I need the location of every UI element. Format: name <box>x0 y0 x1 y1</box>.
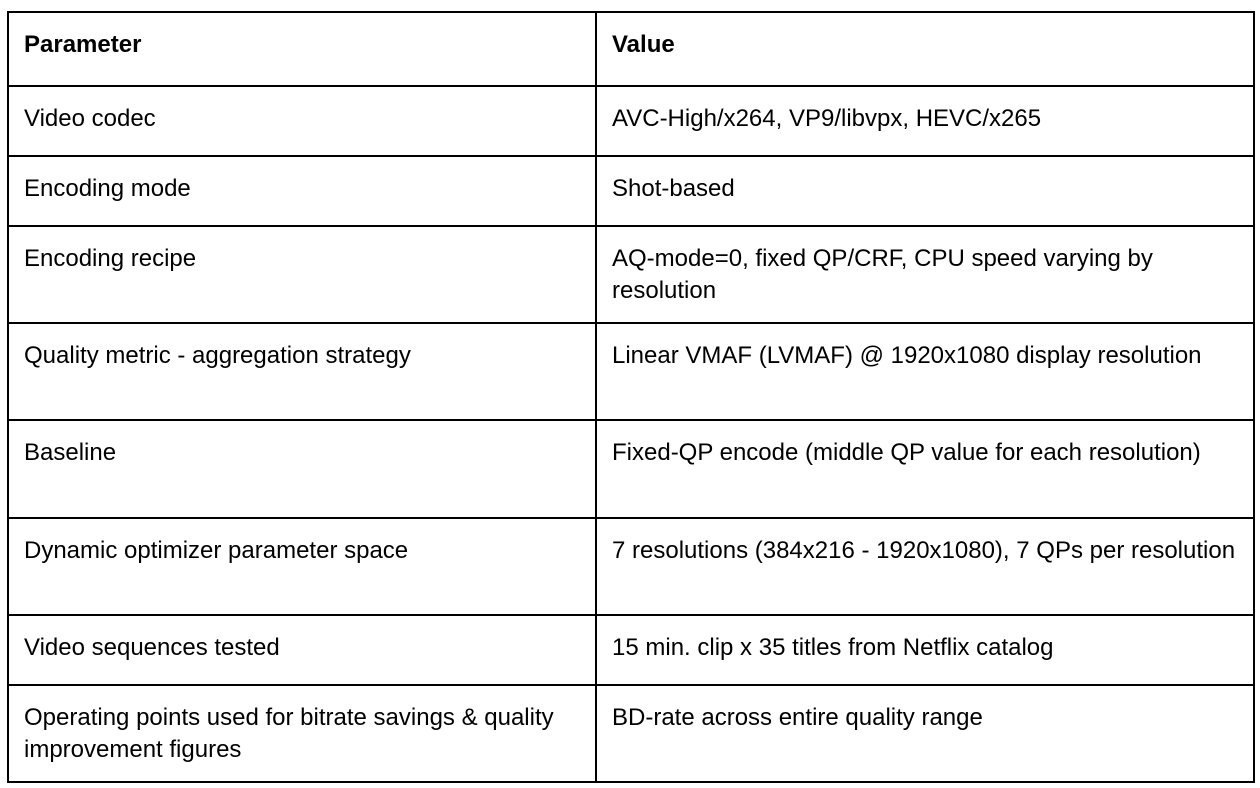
header-value: Value <box>596 12 1254 86</box>
parameter-cell: Operating points used for bitrate savings & quality improvement figures <box>8 685 596 782</box>
table-row <box>8 226 1254 323</box>
parameter-cell: Encoding mode <box>8 156 596 226</box>
value-cell: 15 min. clip x 35 titles from Netflix catalog <box>596 615 1254 685</box>
table-row <box>8 86 1254 156</box>
parameter-cell: Video sequences tested <box>8 615 596 685</box>
parameter-table-container <box>7 11 1253 783</box>
table-row <box>8 323 1254 420</box>
value-cell: Shot-based <box>596 156 1254 226</box>
header-parameter: Parameter <box>8 12 596 86</box>
value-cell: AVC-High/x264, VP9/libvpx, HEVC/x265 <box>596 86 1254 156</box>
parameter-cell: Baseline <box>8 420 596 517</box>
table-row <box>8 685 1254 782</box>
value-cell: Fixed-QP encode (middle QP value for each resolution) <box>596 420 1254 517</box>
value-cell: Linear VMAF (LVMAF) @ 1920x1080 display resolution <box>596 323 1254 420</box>
table-row <box>8 156 1254 226</box>
table-row <box>8 420 1254 517</box>
table-header-row <box>8 12 1254 86</box>
parameter-cell: Encoding recipe <box>8 226 596 323</box>
parameter-table <box>7 11 1255 783</box>
value-cell: AQ-mode=0, fixed QP/CRF, CPU speed varying by resolution <box>596 226 1254 323</box>
parameter-cell: Dynamic optimizer parameter space <box>8 518 596 615</box>
table-row <box>8 615 1254 685</box>
value-cell: BD-rate across entire quality range <box>596 685 1254 782</box>
parameter-cell: Video codec <box>8 86 596 156</box>
parameter-cell: Quality metric - aggregation strategy <box>8 323 596 420</box>
value-cell: 7 resolutions (384x216 - 1920x1080), 7 QPs per resolution <box>596 518 1254 615</box>
table-row <box>8 518 1254 615</box>
